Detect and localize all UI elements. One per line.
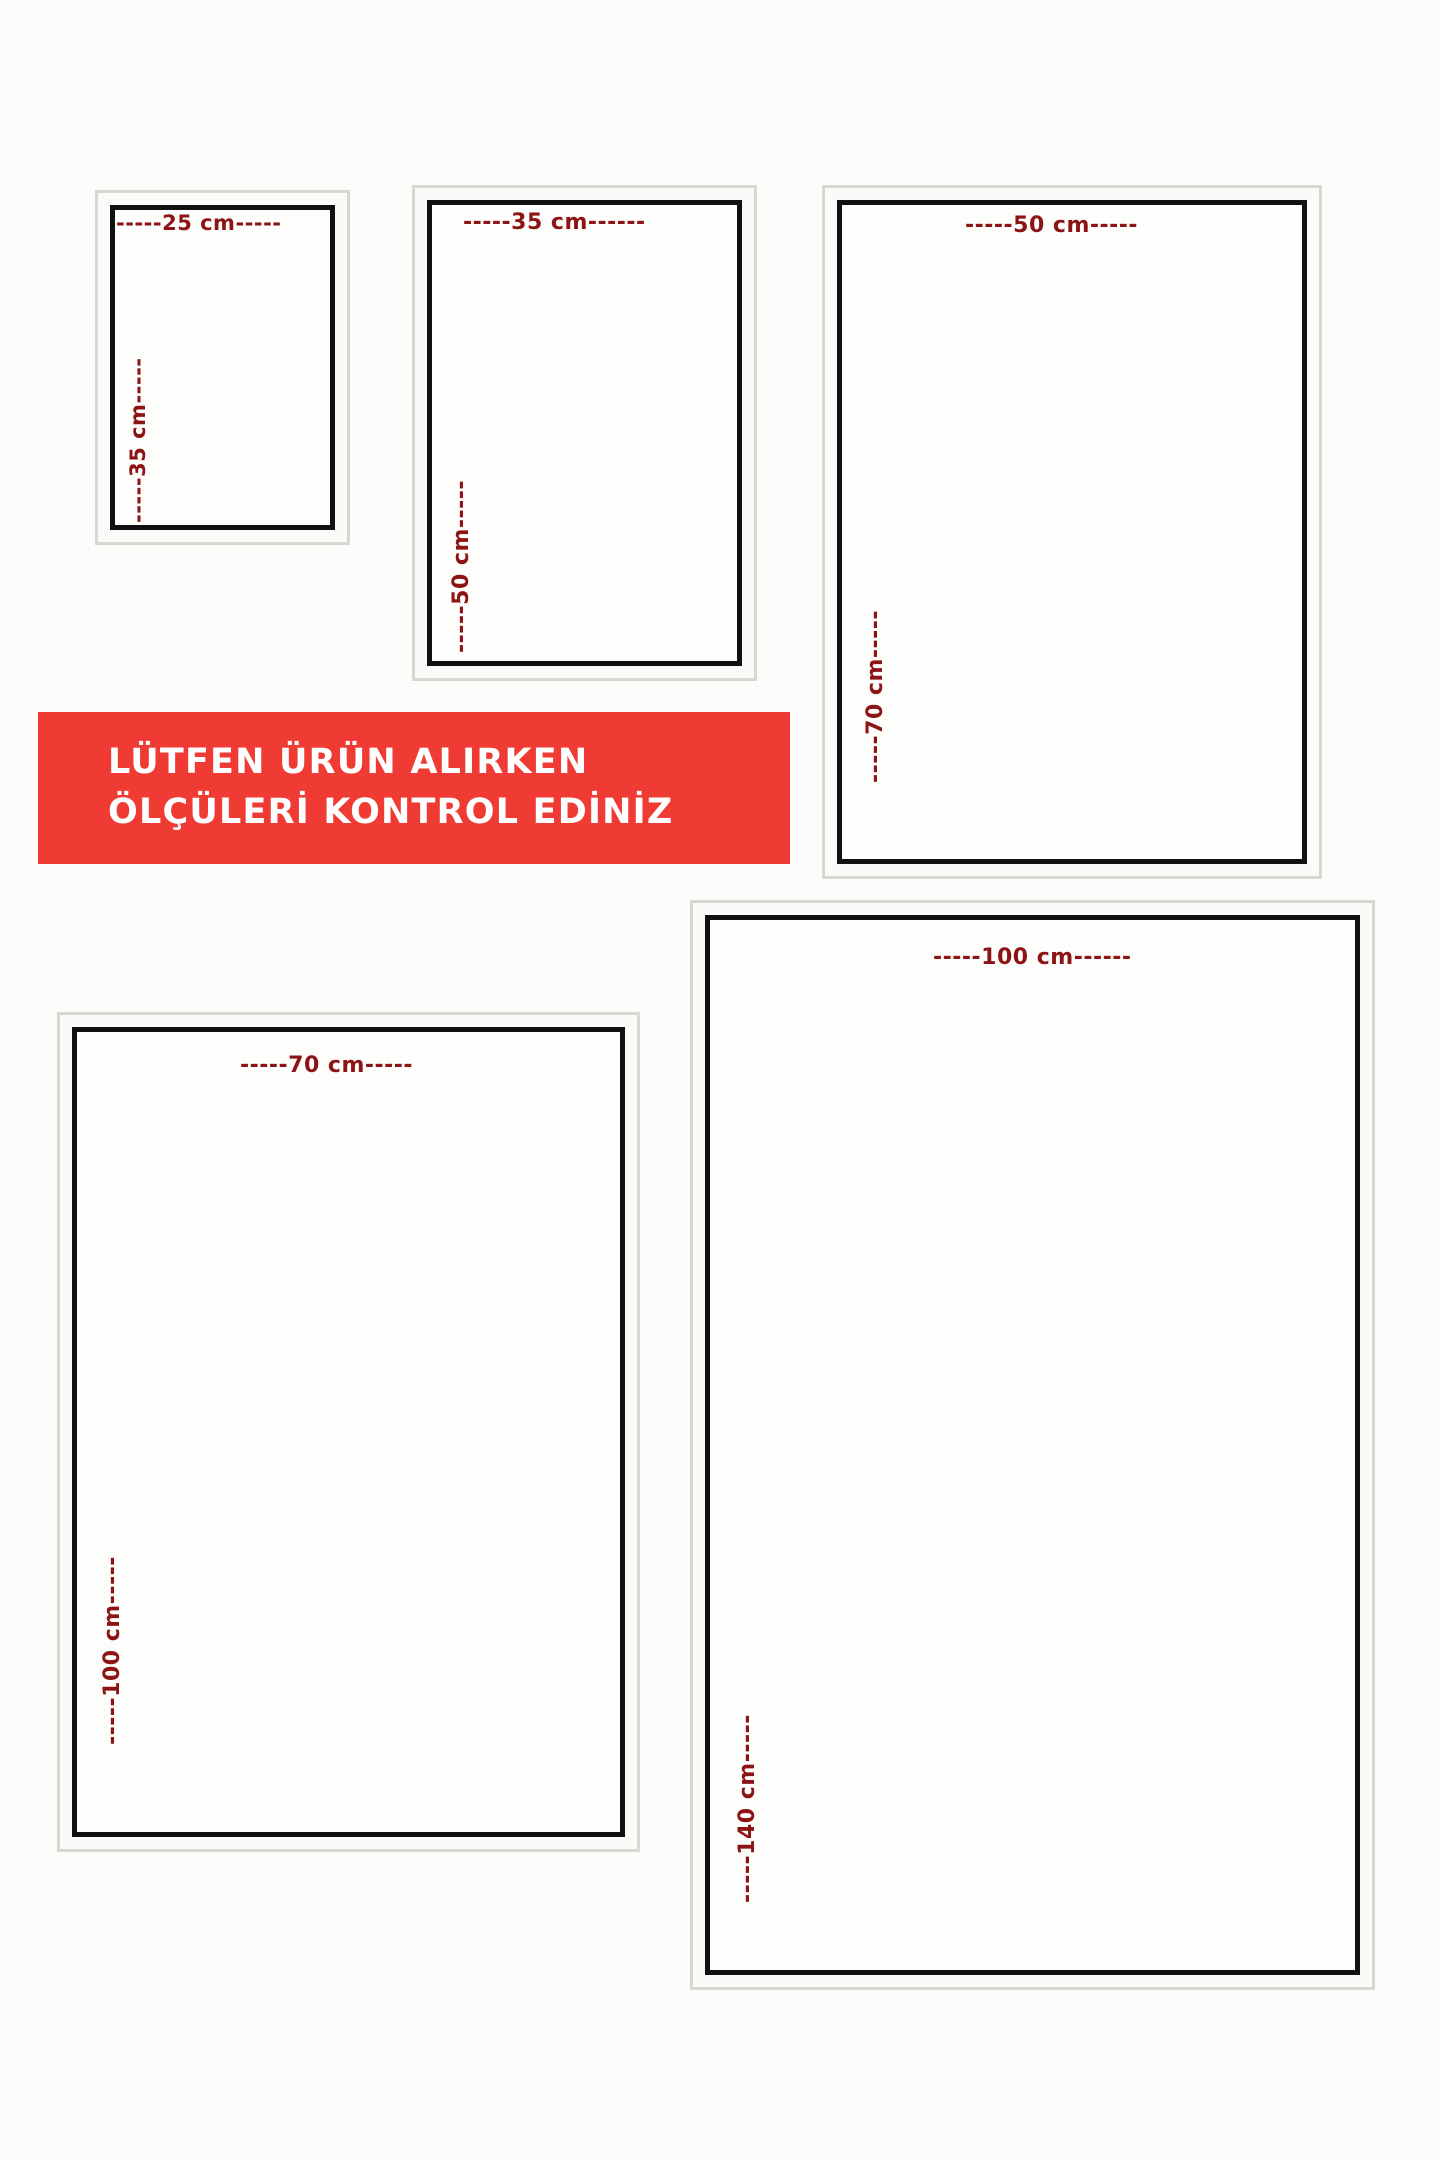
frame-50x70-inner — [837, 200, 1307, 864]
frame-50x70 — [822, 185, 1322, 879]
warning-banner — [38, 712, 790, 864]
frame-100x140-width-label: -----100 cm------ — [933, 945, 1132, 970]
frame-35x50-width-label: -----35 cm------ — [463, 210, 646, 235]
frame-70x100-width-label: -----70 cm----- — [240, 1053, 414, 1078]
frame-70x100-inner — [72, 1027, 625, 1837]
warning-line-2: ÖLÇÜLERİ KONTROL EDİNİZ — [108, 792, 674, 832]
frame-35x50-height-label: -----50 cm----- — [449, 479, 474, 653]
frame-50x70-width-label: -----50 cm----- — [965, 213, 1139, 238]
frame-100x140 — [690, 900, 1375, 1990]
frame-35x50-inner — [427, 200, 742, 666]
frame-35x50 — [412, 185, 757, 681]
frame-100x140-inner — [705, 915, 1360, 1975]
frame-25x35-width-label: -----25 cm----- — [116, 211, 282, 235]
frame-25x35 — [95, 190, 350, 545]
frame-70x100-height-label: -----100 cm----- — [100, 1556, 125, 1745]
frame-70x100 — [57, 1012, 640, 1852]
frame-100x140-height-label: -----140 cm----- — [735, 1714, 760, 1903]
frame-25x35-height-label: -----35 cm----- — [126, 357, 150, 523]
frame-50x70-height-label: -----70 cm----- — [863, 609, 888, 783]
warning-line-1: LÜTFEN ÜRÜN ALIRKEN — [108, 742, 589, 783]
